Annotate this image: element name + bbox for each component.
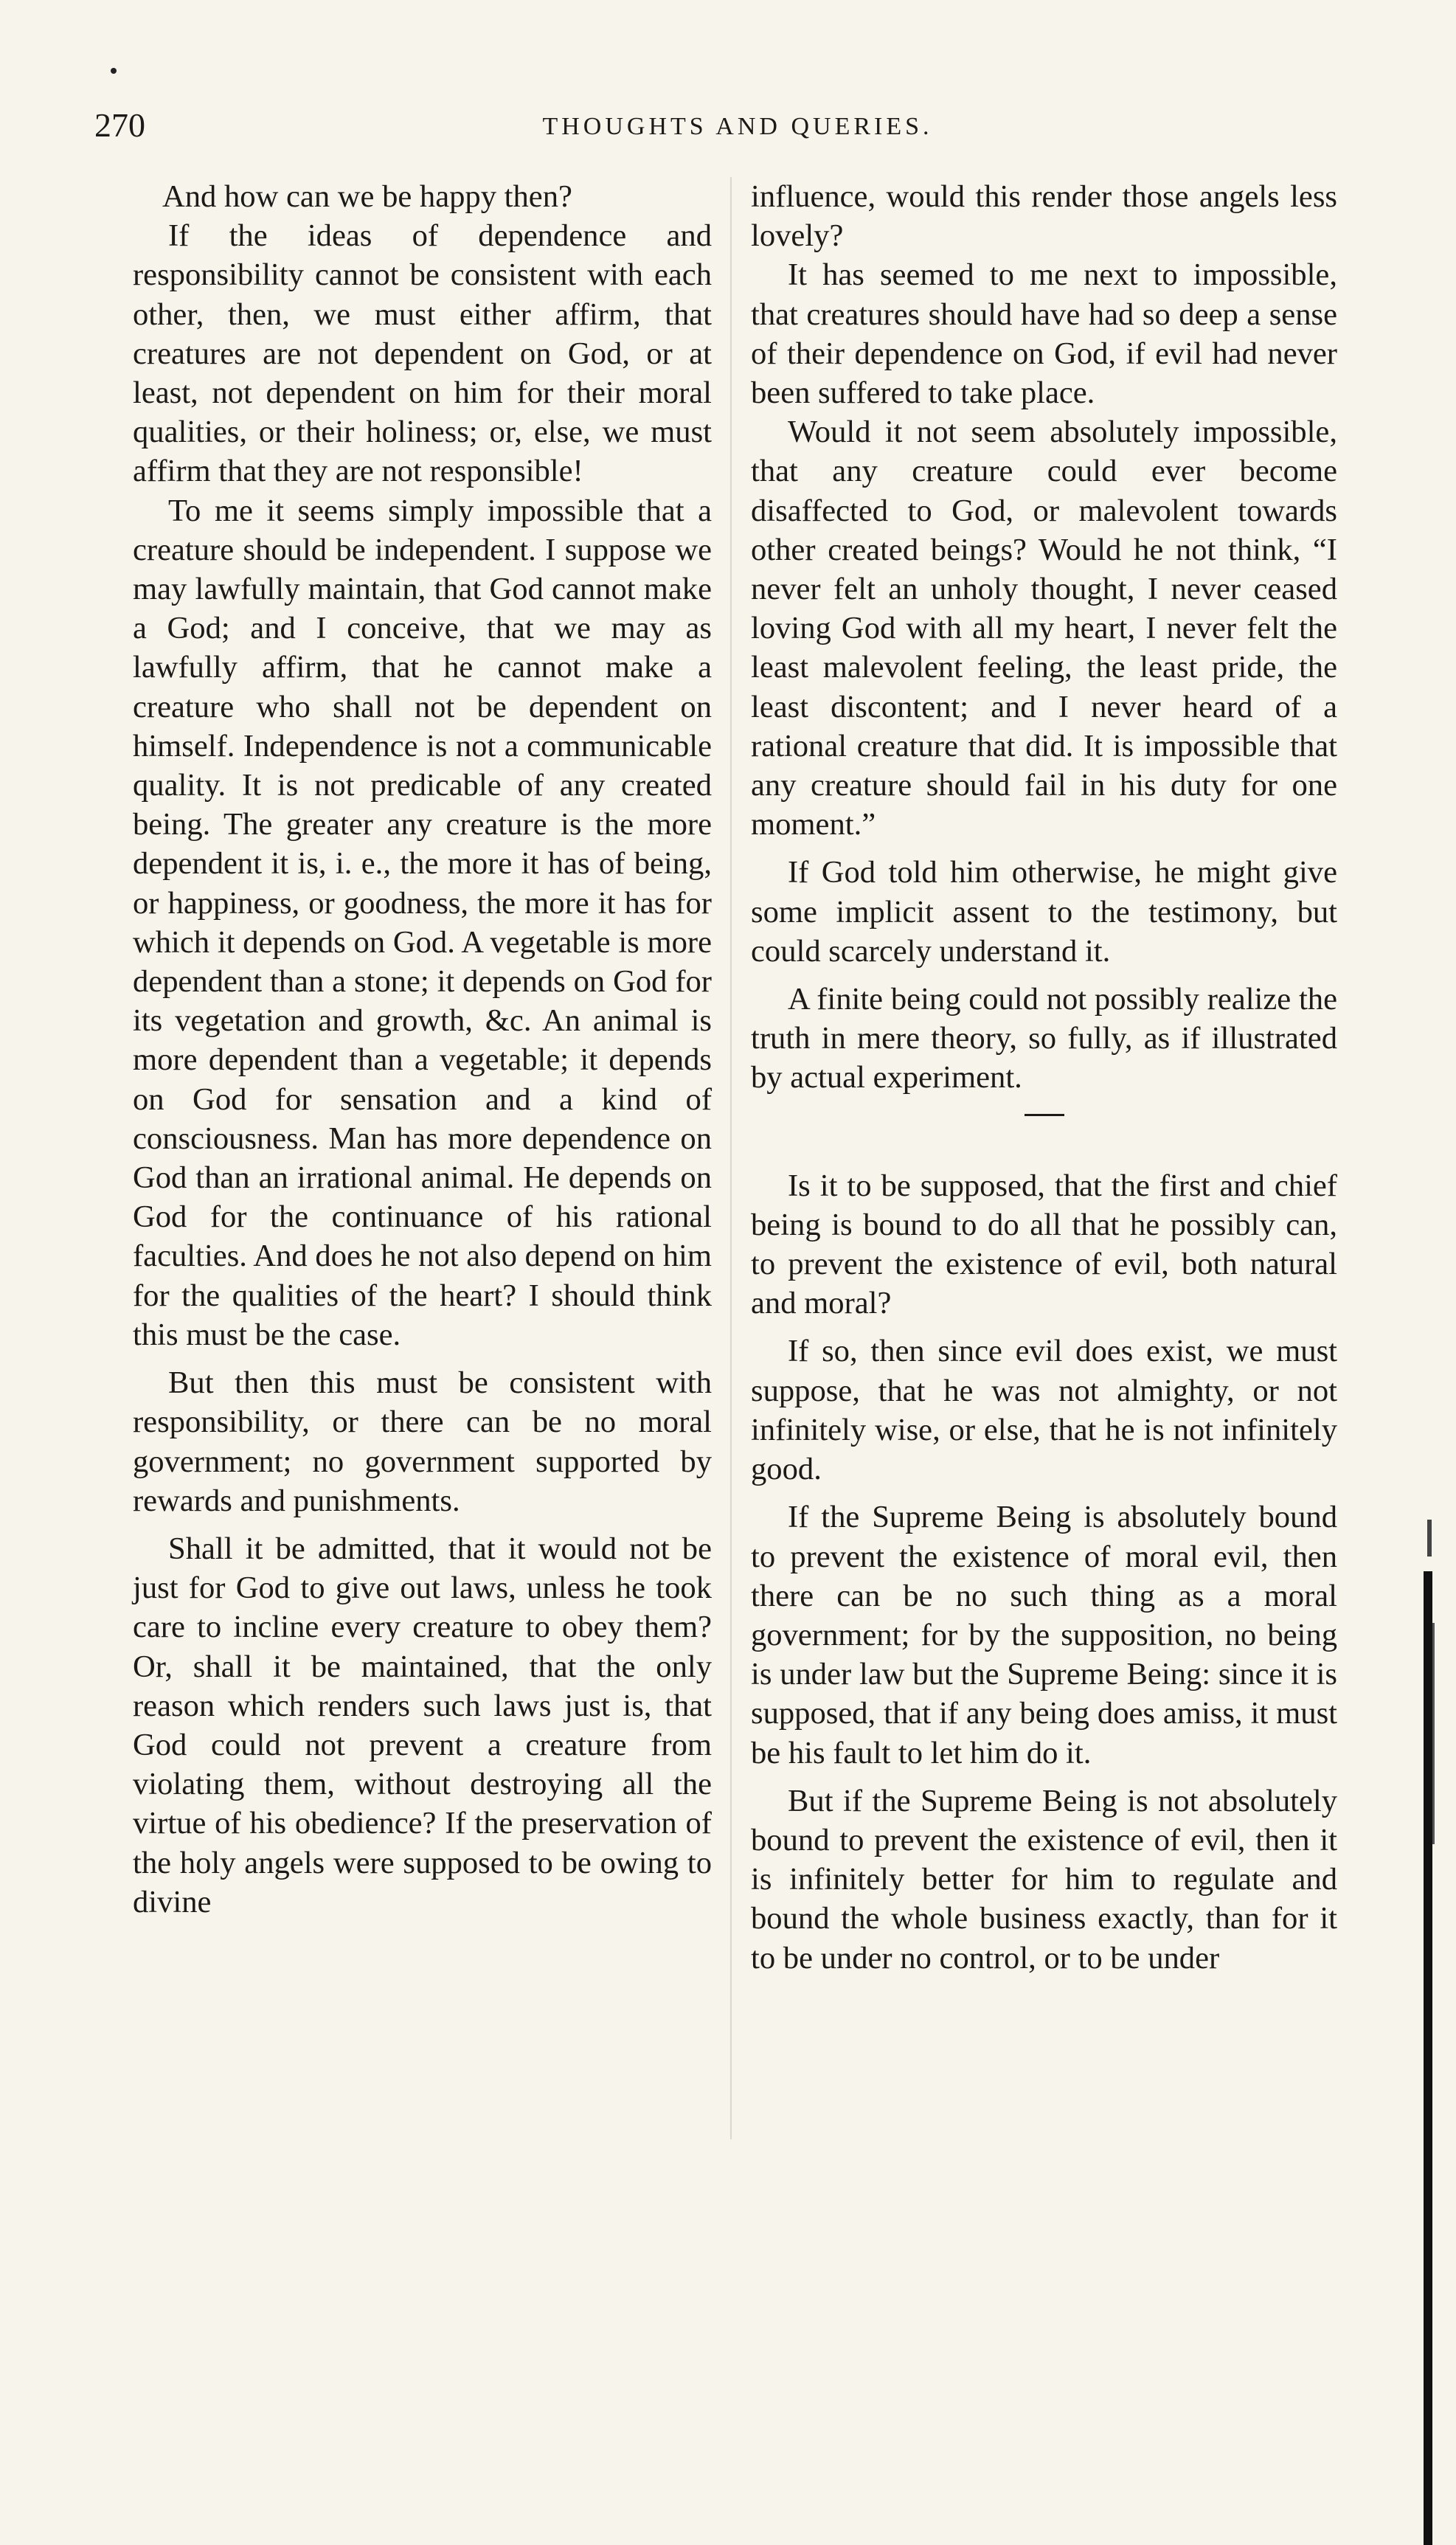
paragraph: Shall it be admitted, that it would not be just for God to give out laws, unless he took care to incline every creature to obey them? Or, shall it be maintained, that the only reason which renders such laws just is, that God could not prevent a creature from violating them, without destroying all the virtue of his obedience? If the preservation of the holy angels were supposed to be owing to divine xyxy=(133,1531,712,1919)
paragraph: If the ideas of dependence and responsibility cannot be consistent with each other, then, we must either affirm, that creatures are not dependent on God, or at least, not dependent on him for their moral qualities, or their holiness; or, else, we must affirm that they are not responsible! xyxy=(133,218,712,489)
paragraph: If the Supreme Being is absolutely bound to prevent the existence of moral evil, then there can be no such thing as a moral government; for by the supposition, no being is under law but the Supreme Being: since it is supposed, that if any being does amiss, it must be his fault to let him do it. xyxy=(751,1500,1337,1770)
paragraph: But then this must be consistent with responsibility, or there can be no moral government; no government supported by rewards and punishments. xyxy=(133,1365,712,1518)
page-header xyxy=(0,103,1456,148)
paragraph: If so, then since evil does exist, we must suppose, that he was not almighty, or not infinitely wise, or else, that he is not infinitely good. xyxy=(751,1334,1337,1487)
paragraph: A finite being could not possibly realize the truth in mere theory, so fully, as if illustrated by actual experiment. xyxy=(751,982,1337,1095)
paragraph: To me it seems simply impossible that a creature should be independent. I suppose we may lawfully maintain, that God cannot make a God; and I conceive, that we may as lawfully affirm, that he cannot make a creature who shall not be dependent on himself. Independence is not a communicable quality. It is not predicable of any created being. The greater any creature is the more dependent it is, i. e., the more it has of being, or happiness, or goodness, the more it has for which it depends on God. A vegetable is more dependent than a stone; it depends on God for its vegetation and growth, &c. An animal is more dependent than a vegetable; it depends on God for sensation and a kind of consciousness. Man has more dependence on God than an irrational animal. He depends on God for the continuance of his rational faculties. And does he not also depend on him for the qualities of the heart? I should think this must be the case. xyxy=(133,493,712,1352)
paragraph: But if the Supreme Being is not absolutely bound to prevent the existence of evil, then it is infinitely better for him to regulate and bound the whole business exactly, than for it to be under no control, or to be under xyxy=(751,1783,1337,1976)
column-divider xyxy=(730,177,732,2139)
running-title: THOUGHTS AND QUERIES. xyxy=(542,113,933,140)
paragraph: influence, would this render those angels less lovely? xyxy=(751,179,1337,254)
paragraph: And how can we be happy then? xyxy=(162,179,572,214)
scan-edge-line xyxy=(1432,1623,1435,1844)
scan-edge-bar xyxy=(1424,1571,1432,2545)
section-divider xyxy=(1025,1114,1064,1116)
scan-edge-mark xyxy=(1427,1520,1432,1557)
paragraph: If God told him otherwise, he might give some implicit assent to the testimony, but could scarcely understand it. xyxy=(751,855,1337,969)
paragraph: Is it to be supposed, that the first and chief being is bound to do all that he possibly can, to prevent the existence of evil, both natural and moral? xyxy=(751,1168,1337,1321)
print-speck xyxy=(111,68,117,74)
paragraph: Would it not seem absolutely impossible, that any creature could ever become disaffected to God, or malevolent towards other created beings? Would he not think, “I never felt an unholy thought, I never ceased loving God with all my heart, I never felt the least malevolent feeling, the least pride, the least discontent; and I never heard of a rational creature that did. It is impossible that any creature should fail in his duty for one moment.” xyxy=(751,415,1337,842)
page-number: 270 xyxy=(94,106,145,144)
right-column xyxy=(751,177,1337,1978)
left-column xyxy=(133,177,712,1922)
paragraph: It has seemed to me next to impossible, that creatures should have had so deep a sense of their dependence on God, if evil had never been suffered to take place. xyxy=(751,257,1337,411)
